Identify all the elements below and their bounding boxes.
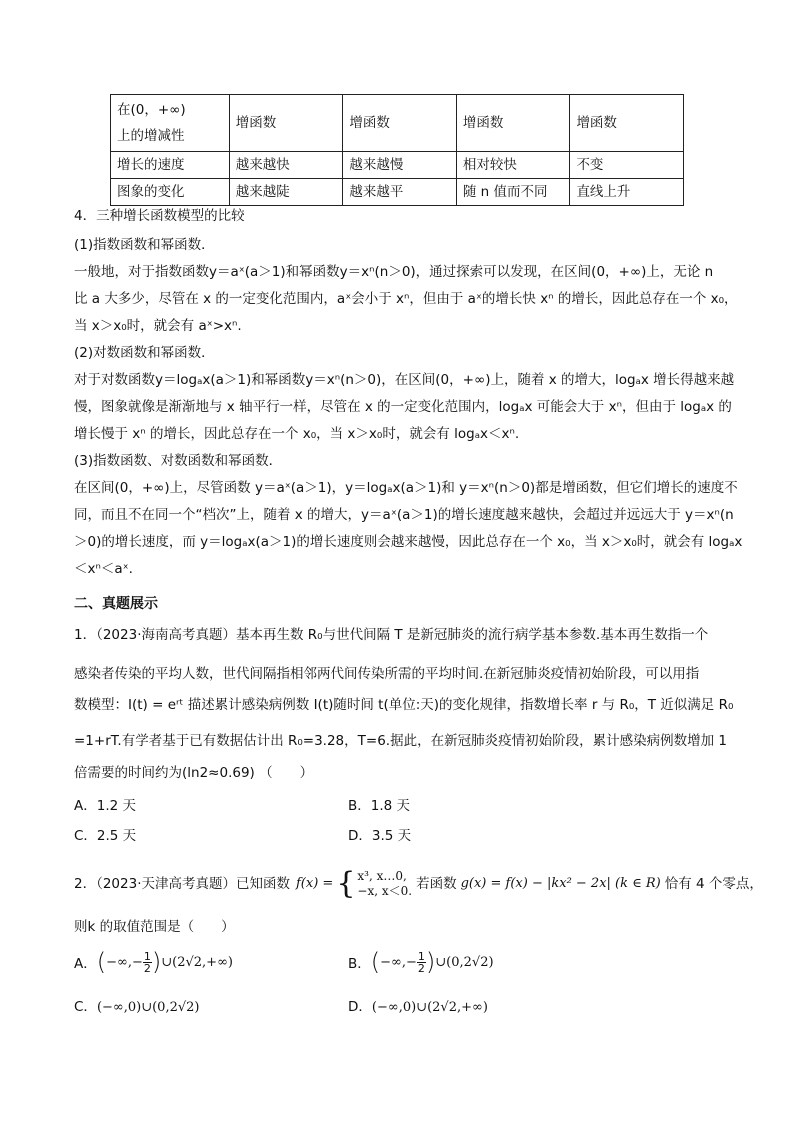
table-row	[111, 95, 684, 152]
piece-case: −x, x＜0.	[357, 884, 413, 898]
comparison-table	[110, 94, 684, 206]
table-row	[111, 179, 684, 206]
subheading-exp-log-power: (3)指数函数、对数函数和幂函数．	[74, 453, 283, 469]
option-d[interactable]: D．3.5 天	[348, 828, 412, 844]
brace-icon: {	[336, 866, 356, 901]
fraction-den: 2	[417, 961, 425, 975]
paren-close: )	[151, 948, 162, 976]
fraction-num: 1	[417, 949, 425, 963]
fx-label: f(x) =	[296, 876, 334, 891]
option-expr: ∪(0,2√2)	[435, 954, 494, 970]
paragraph-line: ＞0)的增长速度，而 y＝logₐx(a＞1)的增长速度则会越来越慢，因此总存在一个 x₀，当 x＞x₀时，就会有 logₐx	[74, 534, 743, 550]
question2-line	[74, 866, 763, 901]
question2-line: 则k 的取值范围是（ ）	[74, 919, 235, 935]
table-cell: 增函数	[343, 95, 457, 152]
option-b[interactable]	[348, 950, 494, 974]
question1-line: 1．（2023·海南高考真题）基本再生数 R₀与世代间隔 T 是新冠肺炎的流行病学基本参数.基本再生数指一个	[74, 627, 709, 643]
option-c[interactable]	[74, 995, 199, 1015]
question1-line: 感染者传染的平均人数，世代间隔指相邻两代间传染所需的平均时间.在新冠肺炎疫情初始阶段，可以用指	[74, 666, 700, 682]
table-cell: 增函数	[456, 95, 570, 152]
question2-suffix: 恰有 4 个零点，	[664, 876, 763, 892]
question1-line: 数模型：I(t) = eʳᵗ 描述累计感染病例数 I(t)随时间 t(单位:天)的变化规律，指数增长率 r 与 R₀，T 近似满足 R₀	[74, 697, 734, 713]
question2-prefix: 2．（2023·天津高考真题）已知函数	[74, 876, 290, 892]
subheading-exp-power: (1)指数函数和幂函数．	[74, 237, 215, 253]
question2-mid: 若函数	[416, 876, 457, 892]
option-expr: ∪(2√2,+∞)	[161, 954, 233, 970]
table-cell: 越来越慢	[343, 152, 457, 179]
paragraph-line: 在区间(0，+∞)上，尽管函数 y＝aˣ(a＞1)，y＝logₐx(a＞1)和 y＝xⁿ(n＞0)都是增函数，但它们增长的速度不	[74, 480, 738, 496]
question1-line: =1+rT.有学者基于已有数据估计出 R₀=3.28，T=6.据此，在新冠肺炎疫情初始阶段，累计感染病例数增加 1	[74, 733, 727, 749]
table-cell: 越来越陡	[229, 179, 343, 206]
question1-line: 倍需要的时间约为(ln2≈0.69) （ ）	[74, 765, 314, 781]
table-cell: 在(0，+∞) 上的增减性	[111, 95, 230, 152]
option-label: A．	[74, 956, 97, 972]
piecewise-function	[336, 866, 413, 901]
option-a[interactable]: A．1.2 天	[74, 798, 136, 814]
option-a[interactable]	[74, 950, 233, 974]
option-label: B．	[348, 956, 371, 972]
paragraph-line: 同，而且不在同一个“档次”上，随着 x 的增大，y＝aˣ(a＞1)的增长速度越来越快，会超过并远远大于 y＝xⁿ(n	[74, 507, 734, 523]
table-row	[111, 152, 684, 179]
option-label: D．	[348, 999, 372, 1015]
fraction-num: 1	[143, 949, 151, 963]
paren-open: (	[370, 948, 381, 976]
paragraph-line: 比 a 大多少，尽管在 x 的一定变化范围内，aˣ会小于 xⁿ，但由于 aˣ的增长快 xⁿ 的增长，因此总存在一个 x₀，	[74, 291, 738, 307]
fraction	[417, 951, 426, 974]
paragraph-line: 慢，图象就像是渐渐地与 x 轴平行一样，尽管在 x 的一定变化范围内，logₐx 可能会大于 xⁿ，但由于 logₐx 的	[74, 399, 732, 415]
table-cell: 不变	[570, 152, 684, 179]
option-expr: (−∞,0)∪(0,2√2)	[96, 1000, 200, 1015]
table-cell: 增函数	[229, 95, 343, 152]
paragraph-line: 当 x＞x₀时，就会有 aˣ>xⁿ.	[74, 318, 242, 334]
paren-open: (	[96, 948, 107, 976]
piece-case: x³, x…0,	[357, 869, 407, 883]
paragraph-line: 增长慢于 xⁿ 的增长，因此总存在一个 x₀，当 x＞x₀时，就会有 logₐx＜xⁿ.	[74, 426, 520, 442]
heading-comparison: 4．三种增长函数模型的比较	[74, 208, 245, 224]
section-title: 二、真题展示	[74, 596, 158, 612]
fraction-den: 2	[143, 961, 151, 975]
paragraph-line: ＜xⁿ＜aˣ.	[74, 561, 133, 577]
fraction	[143, 951, 152, 974]
paragraph-line: 一般地，对于指数函数y＝aˣ(a＞1)和幂函数y＝xⁿ(n＞0)，通过探索可以发现，在区间(0，+∞)上，无论 n	[74, 264, 714, 280]
subheading-log-power: (2)对数函数和幂函数．	[74, 345, 215, 361]
table-cell: 直线上升	[570, 179, 684, 206]
table-cell: 图象的变化	[111, 179, 230, 206]
option-c[interactable]: C．2.5 天	[74, 828, 137, 844]
paren-close: )	[425, 948, 436, 976]
option-expr: −∞,−	[106, 954, 143, 970]
gx-expression: g(x) = f(x) − |kx² − 2x| (k ∈ R)	[460, 876, 661, 891]
option-b[interactable]: B．1.8 天	[348, 798, 411, 814]
paragraph-line: 对于对数函数y＝logₐx(a＞1)和幂函数y＝xⁿ(n＞0)，在区间(0，+∞)上，随着 x 的增大，logₐx 增长得越来越	[74, 372, 735, 388]
table-cell: 越来越快	[229, 152, 343, 179]
table-cell: 增长的速度	[111, 152, 230, 179]
table-cell: 随 n 值而不同	[456, 179, 570, 206]
table-cell: 相对较快	[456, 152, 570, 179]
option-d[interactable]	[348, 995, 488, 1015]
option-label: C．	[74, 999, 97, 1015]
option-expr: (−∞,0)∪(2√2,+∞)	[371, 1000, 488, 1015]
table-cell: 越来越平	[343, 179, 457, 206]
option-expr: −∞,−	[380, 954, 417, 970]
table-cell: 增函数	[570, 95, 684, 152]
